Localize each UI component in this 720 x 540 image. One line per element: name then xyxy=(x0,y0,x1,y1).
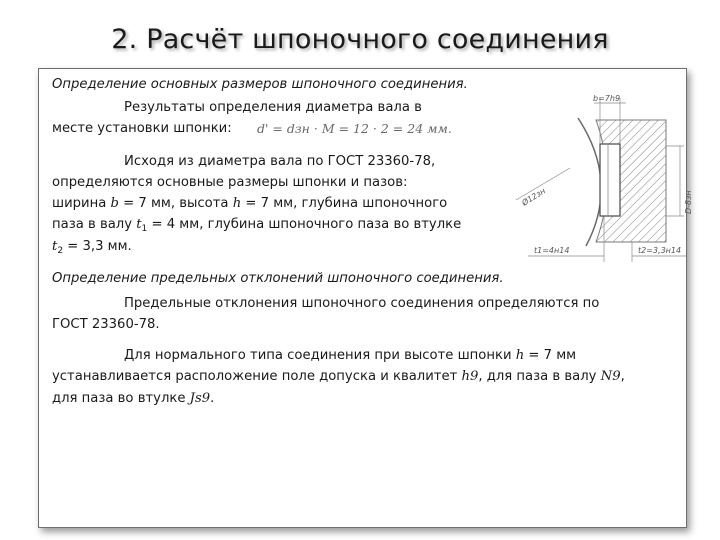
dimension-d-label: D-8зн xyxy=(684,190,693,214)
shaft-contour xyxy=(578,118,601,246)
key-connection-drawing xyxy=(508,92,698,270)
deviation-text-line2: ГОСТ 23360-78. xyxy=(52,317,160,332)
shaft-slot-depth-line: паза в валу $t_1 = 4$ мм, глубина шпоночного паза во втулке xyxy=(52,217,462,234)
shaft-text-line1: Результаты определения диаметра вала в xyxy=(124,100,422,115)
dimension-t1-label: t1=4н14 xyxy=(534,246,570,255)
key-width-height-line: ширина b = 7 мм, высота h = 7 мм, глубина шпоночного xyxy=(52,196,448,211)
dimension-diameter-label: Ø12зн xyxy=(520,186,548,208)
slide-title: 2. Расчёт шпоночного соединения xyxy=(111,24,609,55)
hub-slot-depth-line: $t_2 = 3,3$ мм. xyxy=(52,239,132,256)
section1-heading: Определение основных размеров шпоночного соединения. xyxy=(52,77,468,92)
key-shape xyxy=(600,144,620,216)
shaft-diameter-formula: d' = dзн · M = 12 · 2 = 24 мм. xyxy=(257,121,452,136)
deviation-text-line1: Предельные отклонения шпоночного соединения определяются по xyxy=(124,296,600,311)
gost-text-line2: определяются основные размеры шпонки и пазов: xyxy=(52,175,408,190)
shaft-text-line2: месте установки шпонки: xyxy=(52,121,232,136)
tolerance-text-line2: устанавливается расположение поле допуска и квалитет h9, для паза в валу N9, xyxy=(52,369,625,384)
gost-text-line1: Исходя из диаметра вала по ГОСТ 23360-78, xyxy=(124,154,436,169)
section2-heading: Определение предельных отклонений шпоночного соединения. xyxy=(52,271,504,286)
tolerance-text-line3: для паза во втулке Js9. xyxy=(52,391,215,406)
dimension-t2-label: t2=3,3н14 xyxy=(638,246,682,255)
tolerance-text-line1: Для нормального типа соединения при высоте шпонки h = 7 мм xyxy=(124,348,577,363)
dimension-b-label: b=7h9 xyxy=(593,94,621,103)
